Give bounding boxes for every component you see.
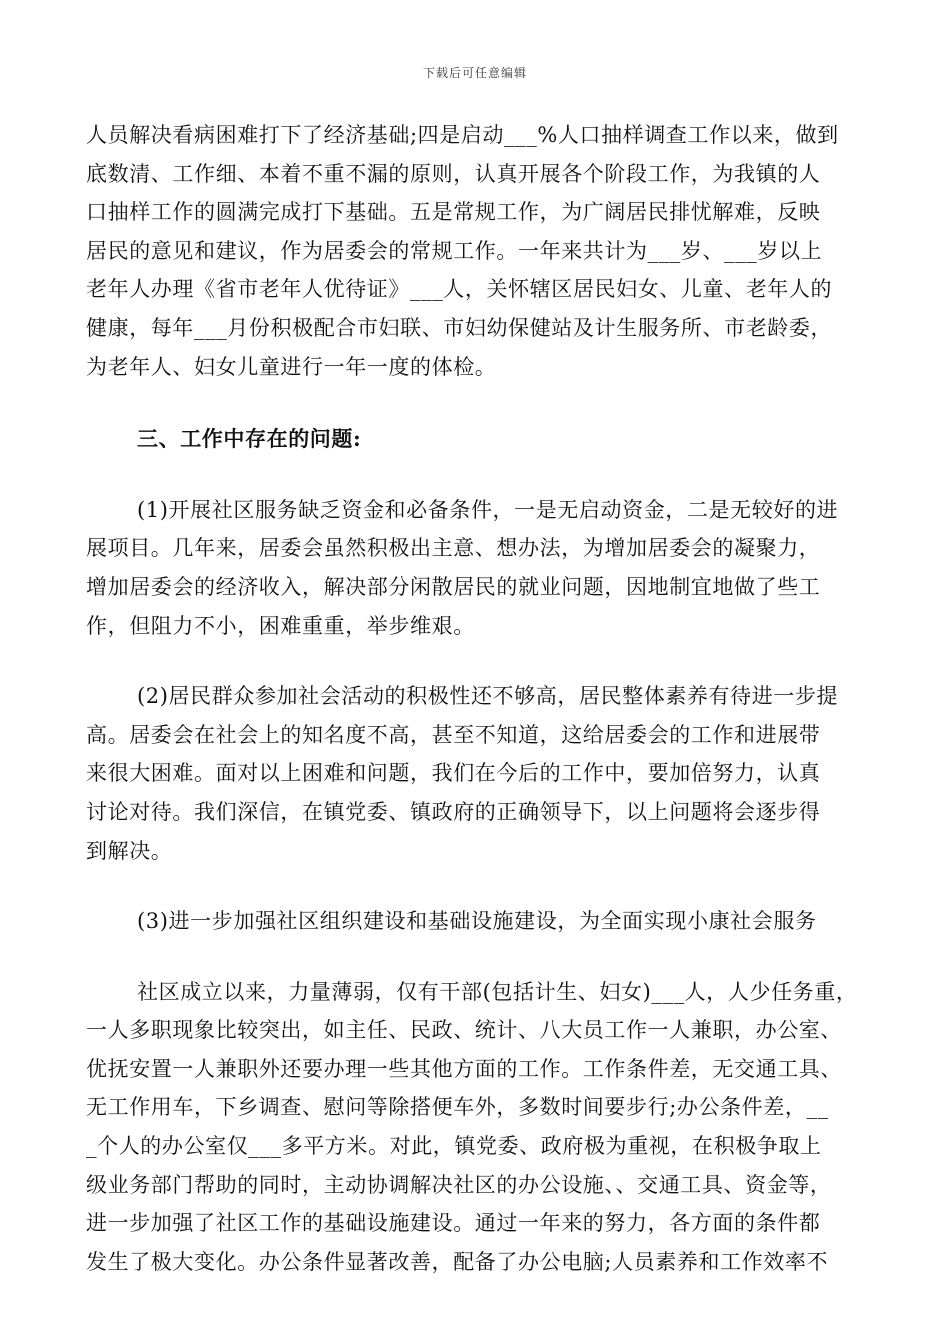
text-line: 展项目。几年来，居委会虽然积极出主意、想办法，为增加居委会的凝聚力， [86, 536, 821, 561]
text-line: 级业务部门帮助的同时，主动协调解决社区的办公设施、、交通工具、资金等， [86, 1172, 832, 1197]
text-line: 发生了极大变化。办公条件显著改善，配备了办公电脑;人员素养和工作效率不 [86, 1249, 829, 1274]
text-line: 健康，每年___月份积极配合市妇联、市妇幼保健站及计生服务所、市老龄委， [86, 315, 833, 340]
text-line: 增加居委会的经济收入，解决部分闲散居民的就业问题，因地制宜地做了些工 [86, 574, 821, 599]
paragraph-problem-1 [86, 491, 866, 645]
text-line: 居民的意见和建议，作为居委会的常规工作。一年来共计为___岁、___岁以上 [86, 238, 823, 263]
text-line: 到解决。 [86, 838, 173, 863]
text-line: _个人的办公室仅___多平方米。对此，镇党委、政府极为重视，在积极争取上 [86, 1134, 822, 1159]
paragraph-achievements [86, 116, 866, 386]
text-line: (3)进一步加强社区组织建设和基础设施建设，为全面实现小康社会服务 [137, 909, 817, 934]
section-heading: 三、工作中存在的问题: [137, 426, 362, 452]
text-line: 社区成立以来，力量薄弱，仅有干部(包括计生、妇女)___人，人少任务重， [137, 979, 858, 1004]
text-line: 人员解决看病困难打下了经济基础;四是启动___%人口抽样调查工作以来，做到 [86, 123, 839, 147]
paragraph-community-building [86, 973, 866, 1282]
text-line: 口抽样工作的圆满完成打下基础。五是常规工作，为广阔居民排忧解难，反映 [86, 200, 821, 225]
text-line: 作，但阻力不小，困难重重，举步维艰。 [86, 613, 475, 638]
text-line: 为老年人、妇女儿童进行一年一度的体检。 [86, 354, 497, 379]
text-line: 讨论对待。我们深信，在镇党委、镇政府的正确领导下，以上问题将会逐步得 [86, 799, 821, 824]
text-line: 来很大困难。面对以上困难和问题，我们在今后的工作中，要加倍努力，认真 [86, 761, 821, 786]
text-line: 老年人办理《省市老年人优待证》___人，关怀辖区居民妇女、儿童、老年人的 [86, 277, 833, 302]
text-line: 优抚安置一人兼职外还要办理一些其他方面的工作。工作条件差，无交通工具、 [86, 1056, 842, 1081]
text-line: 底数清、工作细、本着不重不漏的原则，认真开展各个阶段工作，为我镇的人 [86, 161, 821, 186]
page-header: 下载后可任意编辑 [422, 66, 527, 80]
paragraph-problem-3 [86, 902, 866, 941]
document-body [86, 116, 866, 1281]
text-line: 进一步加强了社区工作的基础设施建设。通过一年来的努力，各方面的条件都 [86, 1211, 821, 1236]
paragraph-problem-2 [86, 677, 866, 870]
text-line: (2)居民群众参加社会活动的积极性还不够高，居民整体素养有待进一步提 [137, 684, 839, 709]
text-line: 无工作用车，下乡调查、慰问等除搭便车外，多数时间要步行;办公条件差，__ [86, 1095, 829, 1120]
text-line: 一人多职现象比较突出，如主任、民政、统计、八大员工作一人兼职，办公室、 [86, 1018, 842, 1043]
text-line: (1)开展社区服务缺乏资金和必备条件，一是无启动资金，二是无较好的进 [137, 497, 839, 522]
text-line: 高。居委会在社会上的知名度不高，甚至不知道，这给居委会的工作和进展带 [86, 722, 821, 747]
